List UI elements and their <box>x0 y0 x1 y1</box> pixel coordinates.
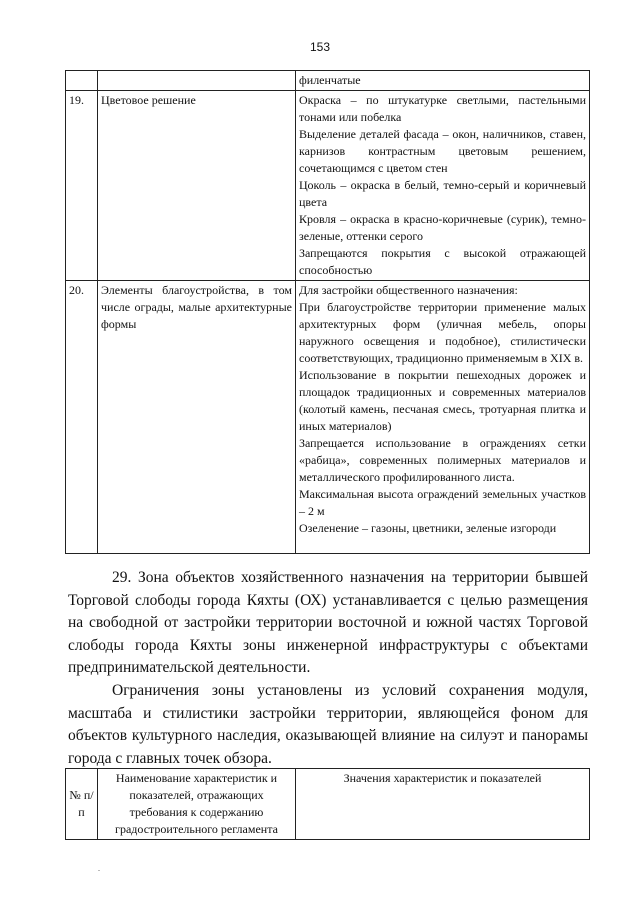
regulation-table <box>65 70 590 554</box>
value-item: Для застройки общественного назначения: <box>299 283 518 297</box>
header-table <box>65 768 590 840</box>
value-item: Озеленение – газоны, цветники, зеленые изгороди <box>299 521 557 535</box>
paragraph-restrictions: Ограничения зоны установлены из условий сохранения модуля, масштаба и стилистики застройки территории, являющейся фоном для объектов культурного наследия, оказывающей влияние на силуэт и панорамы города с главных точек обзора. <box>68 682 588 767</box>
value-item: Кровля – окраска в красно-коричневые (сурик), темно-зеленые, оттенки серого <box>299 212 586 243</box>
value-item: Выделение деталей фасада – окон, наличников, ставен, карнизов контрастным цветовым решением, сочетающимся с цветом стен <box>299 127 586 175</box>
value-item: При благоустройстве территории применение малых архитектурных форм (уличная мебель, опоры наружного освещения и подобное), стилистически соответствующих, традиционно применяемым в XIX в. <box>299 300 586 365</box>
row-values <box>296 91 590 281</box>
row-number: 19. <box>66 91 98 281</box>
value-item: Запрещается использование в ограждениях сетки «рабица», современных полимерных материалов и металлического профилированного листа. <box>299 436 586 484</box>
header-number: № п/п <box>66 769 98 840</box>
table-row-continuation <box>66 71 590 91</box>
header-value: Значения характеристик и показателей <box>296 769 590 840</box>
value-item: Окраска – по штукатурке светлыми, пастельными тонами или побелка <box>299 93 586 124</box>
table-row-19 <box>66 91 590 281</box>
row-name: Цветовое решение <box>98 91 296 281</box>
value-item: Цоколь – окраска в белый, темно-серый и коричневый цвета <box>299 178 586 209</box>
value-item: Использование в покрытии пешеходных дорожек и площадок традиционных и современных материалов (колотый камень, песчаная смесь, тротуарная плитка и иных материалов) <box>299 368 586 433</box>
value-item: Запрещаются покрытия с высокой отражающей способностью <box>299 246 586 277</box>
row-values <box>296 281 590 554</box>
scan-artifact <box>98 870 100 871</box>
value-item: Максимальная высота ограждений земельных участков – 2 м <box>299 487 586 518</box>
header-name: Наименование характеристик и показателей, отражающих требования к содержанию градостроительного регламента <box>98 769 296 840</box>
row-number <box>66 71 98 91</box>
table-row-20 <box>66 281 590 554</box>
row-number: 20. <box>66 281 98 554</box>
row-name <box>98 71 296 91</box>
row-value: филенчатые <box>296 71 590 91</box>
paragraph-zone-29: 29. Зона объектов хозяйственного назначения на территории бывшей Торговой слободы города Кяхты (ОХ) устанавливается с целью размещения на свободной от застройки территории восточной и южной частях Торговой слободы города Кяхты зоны инженерной инфраструктуры с объектами предпринимательской деятельности. <box>68 569 588 676</box>
page-number: 153 <box>309 40 331 54</box>
table-header-row <box>66 769 590 840</box>
row-name: Элементы благоустройства, в том числе ограды, малые архитектурные формы <box>98 281 296 554</box>
